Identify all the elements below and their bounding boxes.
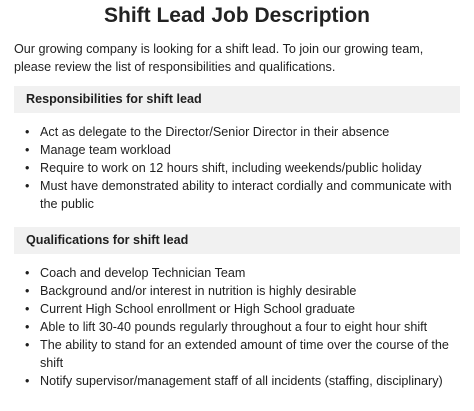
responsibilities-header: Responsibilities for shift lead (14, 86, 460, 113)
list-item (25, 372, 460, 390)
qualifications-list (14, 264, 460, 390)
list-item-text: Must have demonstrated ability to interact cordially and communicate with the public (40, 179, 452, 211)
page-title: Shift Lead Job Description (103, 4, 371, 27)
bullet-icon: • (25, 338, 30, 352)
list-item-text: Require to work on 12 hours shift, including weekends/public holiday (40, 161, 422, 175)
bullet-icon: • (25, 284, 30, 298)
list-item-text: Background and/or interest in nutrition is highly desirable (40, 284, 357, 298)
bullet-icon: • (25, 374, 30, 388)
list-item-text: Notify supervisor/management staff of all incidents (staffing, disciplinary) (40, 374, 443, 388)
list-item (25, 141, 460, 159)
bullet-icon: • (25, 143, 30, 157)
intro-paragraph: Our growing company is looking for a shift lead. To join our growing team, please review the list of responsibilities and qualifications. (14, 42, 424, 74)
list-item-text: Coach and develop Technician Team (40, 266, 246, 280)
bullet-icon: • (25, 302, 30, 316)
list-item (25, 300, 460, 318)
list-item (25, 123, 460, 141)
bullet-icon: • (25, 179, 30, 193)
list-item (25, 282, 460, 300)
list-item (25, 159, 460, 177)
bullet-icon: • (25, 320, 30, 334)
responsibilities-list (14, 123, 460, 213)
list-item-text: Manage team workload (40, 143, 171, 157)
list-item-text: Current High School enrollment or High School graduate (40, 302, 356, 316)
bullet-icon: • (25, 266, 30, 280)
bullet-icon: • (25, 161, 30, 175)
list-item (25, 336, 460, 372)
list-item (25, 318, 460, 336)
list-item (25, 177, 460, 213)
list-item-text: The ability to stand for an extended amount of time over the course of the shift (40, 338, 449, 370)
list-item-text: Act as delegate to the Director/Senior Director in their absence (40, 125, 390, 139)
bullet-icon: • (25, 125, 30, 139)
list-item (25, 264, 460, 282)
list-item-text: Able to lift 30-40 pounds regularly throughout a four to eight hour shift (40, 320, 428, 334)
qualifications-header: Qualifications for shift lead (14, 227, 460, 254)
